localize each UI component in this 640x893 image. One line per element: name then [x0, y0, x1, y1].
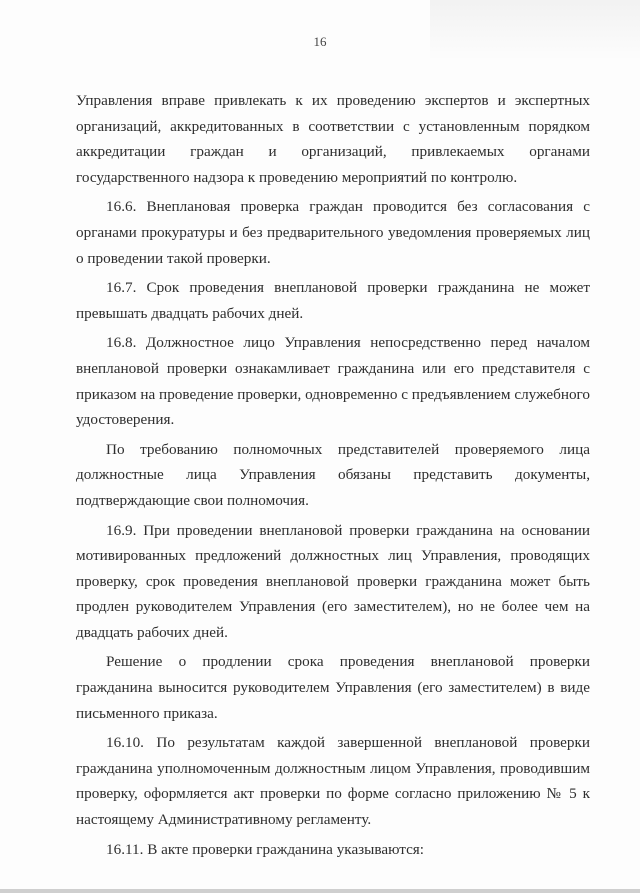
paragraph-16-10: 16.10. По результатам каждой завершенной внеплановой проверки гражданина уполномоченным должностным лицом Управления, проводившим проверку, оформляется акт проверки по форме согласно приложению № 5 к настоящему Административному регламенту. — [76, 734, 590, 829]
paragraph-continuation: Управления вправе привлекать к их проведению экспертов и экспертных организаций, аккредитованных в соответствии с установленным порядком аккредитации граждан и организаций, привлекаемых органами государственного надзора к проведению мероприятий по контролю. — [76, 92, 590, 186]
paragraph-16-7: 16.7. Срок проведения внеплановой проверки гражданина не может превышать двадцать рабочих дней. — [76, 279, 590, 322]
paragraph-16-6: 16.6. Внеплановая проверка граждан проводится без согласования с органами прокуратуры и без предварительного уведомления проверяемых лиц о проведении такой проверки. — [76, 198, 590, 267]
page-bottom-edge — [0, 889, 640, 893]
paragraph-representatives: По требованию полномочных представителей проверяемого лица должностные лица Управления обязаны представить документы, подтверждающие свои полномочия. — [76, 440, 590, 509]
paragraph-16-8: 16.8. Должностное лицо Управления непосредственно перед началом внеплановой проверки ознакамливает гражданина или его представителя с приказом на проведение проверки, одновременно с предъявлением служебного удостоверения. — [76, 334, 590, 429]
scan-artifact — [430, 0, 640, 60]
document-body — [76, 88, 590, 864]
page-number: 16 — [313, 34, 327, 49]
paragraph-16-11: 16.11. В акте проверки гражданина указываются: — [106, 840, 425, 858]
paragraph-extension-decision: Решение о продлении срока проведения внеплановой проверки гражданина выносится руководителем Управления (его заместителем) в виде письменного приказа. — [76, 653, 590, 722]
paragraph-16-9: 16.9. При проведении внеплановой проверки гражданина на основании мотивированных предложений должностных лиц Управления, проводящих проверку, срок проведения внеплановой проверки гражданина может быть продлен руководителем Управления (его заместителем), но не более чем на двадцать рабочих дней. — [76, 521, 590, 641]
